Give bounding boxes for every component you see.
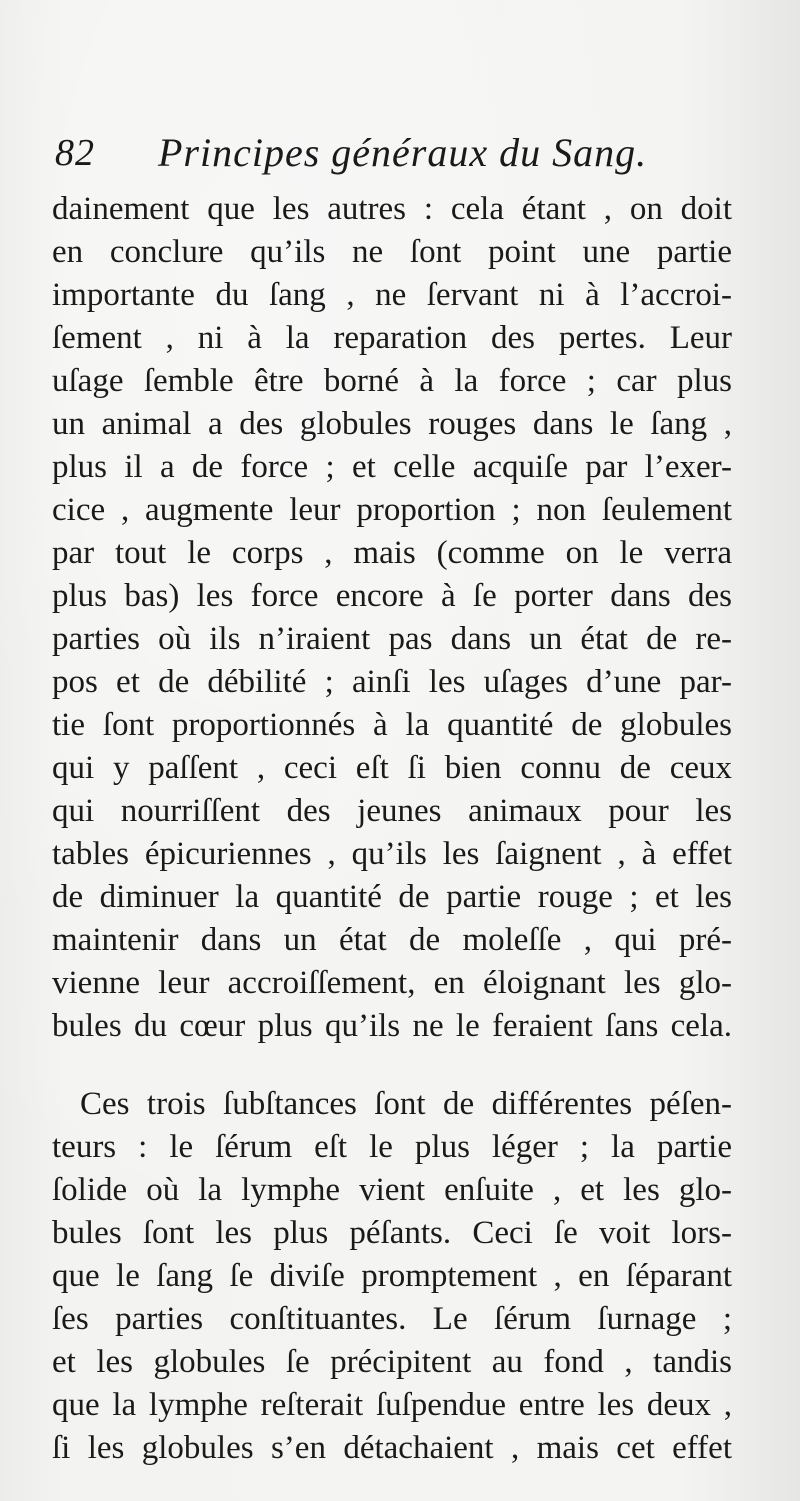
text-line: qui nourriſſent des jeunes animaux pour les (52, 793, 732, 829)
page-header (55, 125, 755, 185)
text-line: uſage ſemble être borné à la force ; car plus (52, 363, 732, 399)
text-line: plus bas) les force encore à ſe porter dans des (52, 578, 732, 614)
text-line: teurs : le ſérum eſt le plus léger ; la partie (52, 1129, 732, 1165)
text-line: Ces trois ſubſtances ſont de différentes péſen- (80, 1086, 732, 1122)
text-line: par tout le corps , mais (comme on le verra (52, 535, 732, 571)
text-line: dainement que les autres : cela étant , on doit (52, 191, 732, 227)
text-line: importante du ſang , ne ſervant ni à l’accroi- (52, 277, 732, 313)
page-number: 82 (55, 132, 95, 174)
text-line: ſement , ni à la reparation des pertes. Leur (52, 320, 732, 356)
text-line: bules du cœur plus qu’ils ne le feraient ſans cela. (52, 1008, 732, 1044)
text-line: cice , augmente leur proportion ; non ſeulement (52, 492, 732, 528)
text-line: plus il a de force ; et celle acquiſe par l’exer- (52, 449, 732, 485)
text-line: tables épicuriennes , qu’ils les ſaignent , à effet (52, 836, 732, 872)
text-line: parties où ils n’iraient pas dans un état de re- (52, 621, 732, 657)
text-line: que le ſang ſe diviſe promptement , en ſéparant (52, 1258, 732, 1294)
text-line: bules ſont les plus péſants. Ceci ſe voit lors- (52, 1215, 732, 1251)
text-line: que la lymphe reſterait ſuſpendue entre les deux , (52, 1387, 732, 1423)
text-line: maintenir dans un état de moleſſe , qui pré- (52, 922, 732, 958)
running-title: Principes généraux du Sang. (158, 130, 648, 175)
text-line: ſi les globules s’en détachaient , mais cet effet (52, 1430, 732, 1466)
text-line: un animal a des globules rouges dans le ſang , (52, 406, 732, 442)
text-line: pos et de débilité ; ainſi les uſages d’une par- (52, 664, 732, 700)
text-line: ſes parties conſtituantes. Le ſérum ſurnage ; (52, 1301, 732, 1337)
text-line: en conclure qu’ils ne ſont point une partie (52, 234, 732, 270)
text-line: vienne leur accroiſſement, en éloignant les glo- (52, 965, 732, 1001)
text-line: et les globules ſe précipitent au fond , tandis (52, 1344, 732, 1380)
text-line: tie ſont proportionnés à la quantité de globules (52, 707, 732, 743)
text-line: de diminuer la quantité de partie rouge ; et les (52, 879, 732, 915)
text-line: ſolide où la lymphe vient enſuite , et les glo- (52, 1172, 732, 1208)
text-line: qui y paſſent , ceci eſt ſi bien connu de ceux (52, 750, 732, 786)
